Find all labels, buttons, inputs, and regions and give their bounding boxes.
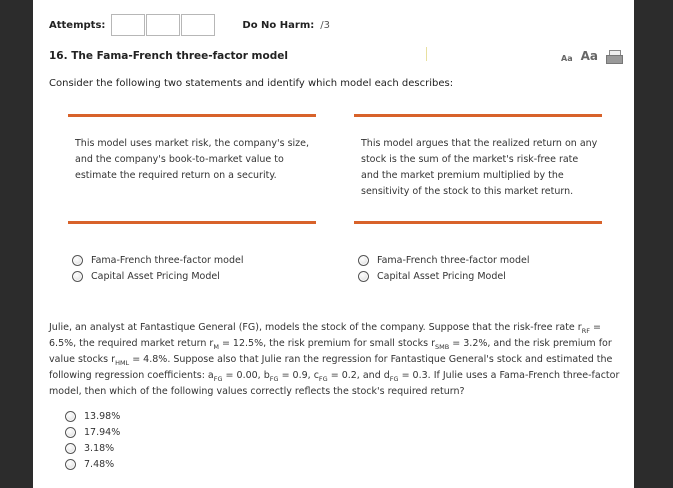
radio-button[interactable]: [65, 411, 76, 422]
answer-option[interactable]: [65, 408, 120, 424]
answer-option[interactable]: [65, 456, 120, 472]
decrease-font-button[interactable]: Aa: [561, 54, 573, 63]
attempt-box: [181, 14, 215, 36]
attempt-box: [146, 14, 180, 36]
option-capm[interactable]: [72, 268, 244, 284]
radio-button[interactable]: [65, 443, 76, 454]
attempt-boxes: [111, 14, 216, 36]
statement-options: [72, 252, 244, 284]
toolbar: [561, 49, 622, 63]
option-label: Fama-French three-factor model: [377, 254, 530, 266]
divider-bar: [354, 114, 602, 117]
do-no-harm-value: /3: [320, 19, 330, 31]
print-icon[interactable]: [606, 50, 622, 63]
radio-button[interactable]: [65, 427, 76, 438]
option-label: Capital Asset Pricing Model: [377, 270, 506, 282]
answer-options: [65, 408, 120, 472]
question-title: 16. The Fama-French three-factor model: [49, 50, 288, 62]
radio-button[interactable]: [65, 459, 76, 470]
text-cursor: [426, 47, 427, 61]
attempt-box: [111, 14, 145, 36]
answer-label: 17.94%: [84, 426, 121, 438]
divider-bar: [68, 221, 316, 224]
divider-bar: [354, 221, 602, 224]
do-no-harm-label: Do No Harm:: [242, 19, 315, 31]
option-capm[interactable]: [358, 268, 530, 284]
increase-font-button[interactable]: Aa: [580, 49, 598, 63]
answer-option[interactable]: [65, 440, 120, 456]
statement-text: This model argues that the realized return on any stock is the sum of the market's risk-free rate and the market premium multiplied by the sensitivity of the stock to this market return.: [361, 138, 598, 197]
question-prompt: Consider the following two statements and identify which model each describes:: [49, 78, 454, 89]
attempts-row: [49, 14, 330, 36]
statement-text: This model uses market risk, the company's size, and the company's book-to-market value to estimate the required return on a security.: [75, 138, 310, 181]
option-label: Fama-French three-factor model: [91, 254, 244, 266]
radio-button[interactable]: [72, 271, 83, 282]
radio-button[interactable]: [72, 255, 83, 266]
option-label: Capital Asset Pricing Model: [91, 270, 220, 282]
divider-bar: [68, 114, 316, 117]
answer-label: 3.18%: [84, 442, 115, 454]
answer-option[interactable]: [65, 424, 120, 440]
question-text: Julie, an analyst at Fantastique General (FG), models the stock of the company. Suppose that the risk-free rate $r_{RF} = 6.5\%$, the required market return $r_M = 12.5\%$, the risk premium for small stocks $r_{SMB} = 3.2\%$, and the risk premium for value stocks $r_{HML} = 4.8\%$. Suppose also that Julie ran the regression for Fantastique General's stock and estimated the following regression coefficients: $a_{FG} = 0.00$, $b_{FG} = 0.9$, $c_{FG} = 0.2$, and $d_{FG} = 0.3$. If Julie uses a Fama-French three-factor model, then which of the following values correctly reflects the stock's required return?: [49, 322, 620, 397]
option-fama-french[interactable]: [72, 252, 244, 268]
statement-options: [358, 252, 530, 284]
radio-button[interactable]: [358, 271, 369, 282]
radio-button[interactable]: [358, 255, 369, 266]
question-panel: [33, 0, 634, 488]
option-fama-french[interactable]: [358, 252, 530, 268]
attempts-label: Attempts:: [49, 19, 106, 31]
answer-label: 7.48%: [84, 458, 115, 470]
answer-label: 13.98%: [84, 410, 121, 422]
